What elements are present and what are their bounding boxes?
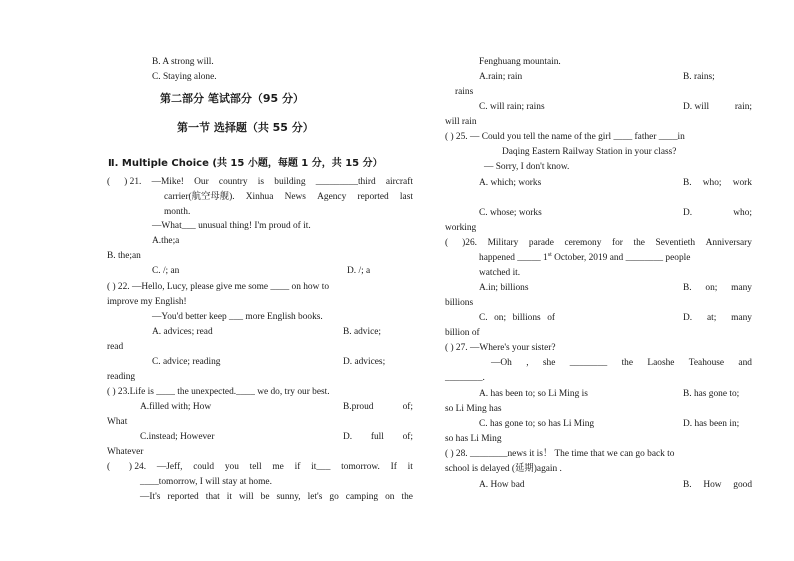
question-21-line-4: —What___ unusual thing! I'm proud of it. bbox=[152, 221, 311, 231]
question-25-option-d: D. who; bbox=[683, 208, 752, 218]
question-21-option-b: B. the;an bbox=[107, 251, 141, 261]
question-22-option-c: C. advice; reading bbox=[152, 357, 221, 367]
question-24-line-4: Fenghuang mountain. bbox=[479, 57, 561, 67]
question-25-line-3: — Sorry, I don't know. bbox=[484, 162, 570, 172]
question-26-option-b: B. on; many bbox=[683, 283, 752, 293]
question-26-option-a: A.in; billions bbox=[479, 283, 529, 293]
question-27-option-b-cont: so Li Ming has bbox=[445, 404, 502, 414]
question-27-option-d: D. has been in; bbox=[683, 419, 740, 429]
question-21-line-3: month. bbox=[164, 207, 191, 217]
question-27-option-a: A. has been to; so Li Ming is bbox=[479, 389, 588, 399]
question-21-line-1: ( ) 21. —Mike! Our country is building _________third aircraft bbox=[107, 177, 413, 187]
question-23-option-c: C.instead; However bbox=[140, 432, 215, 442]
question-23-line-1: ( ) 23.Life is ____ the unexpected.____ we do, try our best. bbox=[107, 387, 330, 397]
question-25-option-b: B. who; work bbox=[683, 178, 752, 188]
question-27-line-1: ( ) 27. —Where's your sister? bbox=[445, 343, 556, 353]
multiple-choice-heading: Ⅱ. Multiple Choice (共 15 小题，每题 1 分，共 15 分） bbox=[108, 158, 383, 169]
question-23-option-d-cont: Whatever bbox=[107, 447, 144, 457]
question-22-option-d-cont: reading bbox=[107, 372, 136, 382]
question-22-line-1: ( ) 22. —Hello, Lucy, please give me some ____ on how to bbox=[107, 282, 330, 292]
question-22-option-d: D. advices; bbox=[343, 357, 386, 367]
question-28-option-a: A. How bad bbox=[479, 480, 525, 490]
question-25-line-2: Daqing Eastern Railway Station in your class? bbox=[502, 147, 677, 157]
question-27-option-d-cont: so has Li Ming bbox=[445, 434, 502, 444]
question-23-option-d: D. full of; bbox=[343, 432, 413, 442]
question-21-option-c: C. /; an bbox=[152, 266, 180, 276]
question-25-line-1: ( ) 25. — Could you tell the name of the girl ____ father ____in bbox=[445, 132, 685, 142]
question-26-line-2: happened _____ 1st October, 2019 and ________ people bbox=[479, 252, 691, 263]
question-24-line-1: ( ) 24. —Jeff, could you tell me if it___ tomorrow. If it bbox=[107, 462, 413, 472]
option-c-staying-alone: C. Staying alone. bbox=[152, 72, 217, 82]
question-27-option-c: C. has gone to; so has Li Ming bbox=[479, 419, 595, 429]
question-22-line-3: —You'd better keep ___ more English books. bbox=[152, 312, 323, 322]
part-heading: 第二部分 笔试部分（95 分） bbox=[160, 92, 304, 105]
question-24-line-3: —It's reported that it will be sunny, let's go camping on the bbox=[140, 492, 413, 502]
question-25-option-d-cont: working bbox=[445, 223, 477, 233]
question-28-line-1: ( ) 28. ________news it is！ The time that we can go back to bbox=[445, 449, 675, 459]
question-24-option-b: B. rains; bbox=[683, 72, 715, 82]
question-25-option-c: C. whose; works bbox=[479, 208, 542, 218]
question-25-option-a: A. which; works bbox=[479, 178, 542, 188]
question-27-line-3: ________. bbox=[445, 373, 485, 383]
question-26-line-1: ( )26. Military parade ceremony for the Seventieth Anniversary bbox=[445, 238, 752, 248]
question-26-option-d-cont: billion of bbox=[445, 328, 480, 338]
question-27-line-2: —Oh , she ________ the Laoshe Teahouse and bbox=[491, 358, 752, 368]
question-24-option-b-cont: rains bbox=[455, 87, 474, 97]
question-27-option-b: B. has gone to; bbox=[683, 389, 740, 399]
question-22-option-b: B. advice; bbox=[343, 327, 382, 337]
question-22-option-a: A. advices; read bbox=[152, 327, 213, 337]
question-24-option-c: C. will rain; rains bbox=[479, 102, 545, 112]
question-22-line-2: improve my English! bbox=[107, 297, 187, 307]
section-heading: 第一节 选择题（共 55 分） bbox=[177, 121, 314, 134]
question-26-option-b-cont: billions bbox=[445, 298, 474, 308]
question-26-option-c: C. on; billions of bbox=[479, 313, 555, 323]
question-28-line-2: school is delayed (延期)again . bbox=[445, 464, 562, 474]
question-21-option-a: A.the;a bbox=[152, 236, 180, 246]
question-23-option-a: A.filled with; How bbox=[140, 402, 212, 412]
question-24-line-2: ____tomorrow, I will stay at home. bbox=[140, 477, 272, 487]
option-b-strong-will: B. A strong will. bbox=[152, 57, 214, 67]
question-24-option-a: A.rain; rain bbox=[479, 72, 523, 82]
question-24-option-d: D. will rain; bbox=[683, 102, 752, 112]
question-24-option-d-cont: will rain bbox=[445, 117, 477, 127]
question-21-line-2: carrier(航空母舰). Xinhua News Agency reported last bbox=[164, 192, 413, 202]
question-21-option-d: D. /; a bbox=[347, 266, 371, 276]
question-23-option-b: B.proud of; bbox=[343, 402, 413, 412]
question-23-option-b-cont: What bbox=[107, 417, 128, 427]
question-26-option-d: D. at; many bbox=[683, 313, 752, 323]
question-28-option-b: B. How good bbox=[683, 480, 752, 490]
question-26-line-3: watched it. bbox=[479, 268, 521, 278]
question-22-option-b-cont: read bbox=[107, 342, 124, 352]
